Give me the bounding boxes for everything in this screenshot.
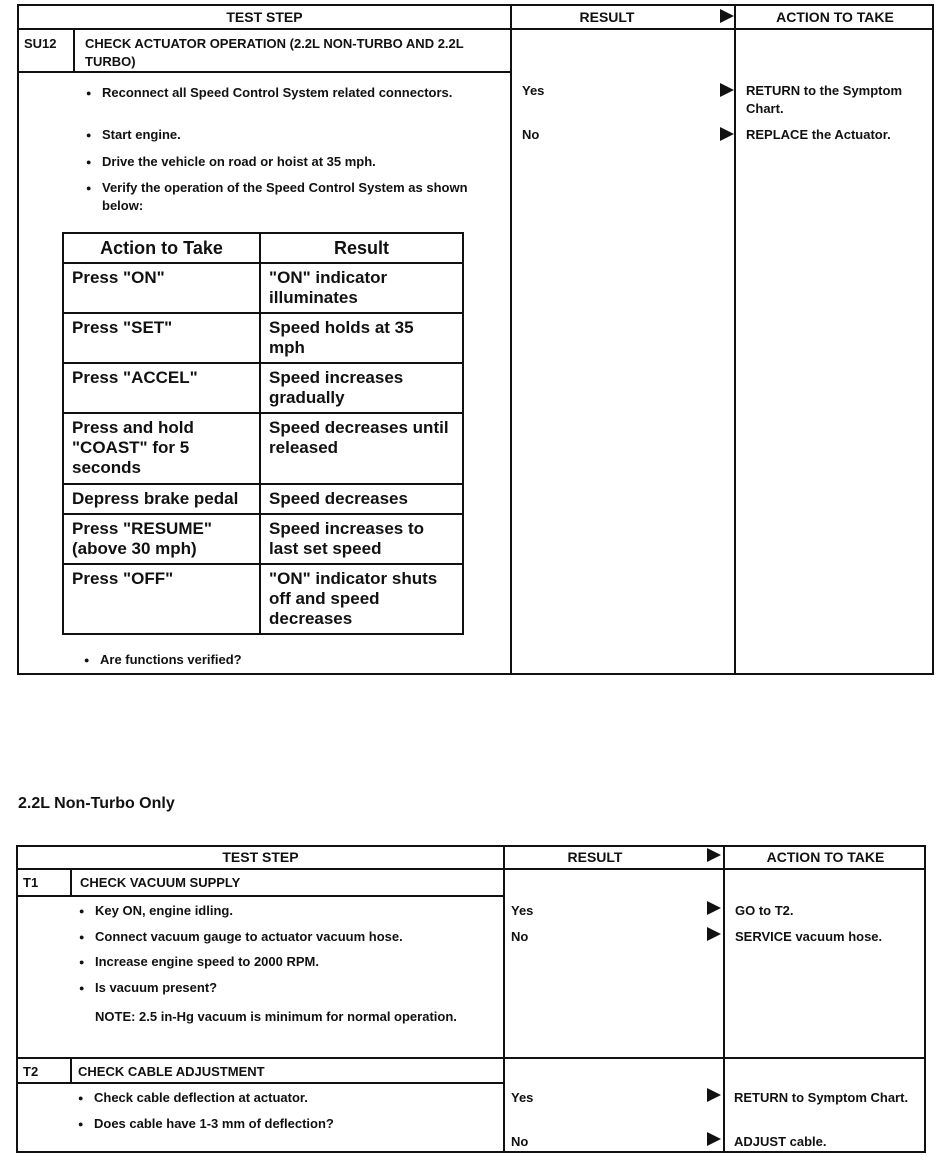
- list-item: ● Check cable deflection at actuator.: [94, 1089, 484, 1107]
- step-title: CHECK CABLE ADJUSTMENT: [78, 1064, 265, 1079]
- action-text: RETURN to Symptom Chart.: [734, 1090, 909, 1105]
- arrow-icon: [720, 127, 734, 141]
- table-row: [63, 413, 463, 484]
- action-text: RETURN to the Symptom Chart.: [746, 83, 902, 116]
- result-no: No: [511, 1134, 529, 1149]
- list-item: ● Does cable have 1-3 mm of deflection?: [94, 1115, 484, 1133]
- divider: [17, 71, 512, 73]
- divider: [70, 1057, 72, 1083]
- row-action: Depress brake pedal: [63, 484, 260, 514]
- col-action-to-take: Action to Take: [63, 233, 260, 263]
- divider: [723, 845, 725, 1153]
- step-id: SU12: [24, 36, 57, 51]
- action-text: SERVICE vacuum hose.: [735, 929, 883, 944]
- divider: [73, 28, 75, 72]
- action-text: GO to T2.: [735, 903, 794, 918]
- col-result: Result: [260, 233, 463, 263]
- divider: [16, 1057, 926, 1059]
- action-text: ADJUST cable.: [734, 1134, 827, 1149]
- row-result: "ON" indicator illuminates: [260, 263, 463, 313]
- arrow-icon: [707, 1088, 721, 1102]
- arrow-icon: [707, 901, 721, 915]
- divider: [734, 4, 736, 675]
- row-result: Speed increases to last set speed: [260, 514, 463, 564]
- list-item: ● Is vacuum present?: [95, 979, 485, 997]
- action-text: REPLACE the Actuator.: [746, 127, 891, 142]
- row-result: Speed increases gradually: [260, 363, 463, 413]
- divider: [510, 4, 512, 675]
- step-title: CHECK VACUUM SUPPLY: [80, 875, 241, 890]
- section-title: 2.2L Non-Turbo Only: [18, 795, 175, 812]
- header-result: RESULT: [579, 9, 635, 25]
- header-action: ACTION TO TAKE: [776, 9, 894, 25]
- table-row: [63, 484, 463, 514]
- header-result: RESULT: [567, 849, 623, 865]
- row-result: Speed decreases: [260, 484, 463, 514]
- table-row: [63, 514, 463, 564]
- row-action: Press "ON": [63, 263, 260, 313]
- arrow-icon: [707, 1132, 721, 1146]
- header-test-step: TEST STEP: [222, 849, 299, 865]
- verification-table: [62, 232, 464, 635]
- list-item: ● Key ON, engine idling.: [95, 902, 485, 920]
- row-action: Press "OFF": [63, 564, 260, 634]
- list-item: ● Drive the vehicle on road or hoist at 35 mph.: [102, 153, 482, 171]
- header-action: ACTION TO TAKE: [766, 849, 885, 865]
- step-id: T2: [23, 1064, 39, 1079]
- arrow-icon: [720, 9, 734, 23]
- table-row: [63, 363, 463, 413]
- row-action: Press "RESUME" (above 30 mph): [63, 514, 260, 564]
- row-result: Speed holds at 35 mph: [260, 313, 463, 363]
- divider: [70, 868, 72, 896]
- divider: [16, 1082, 505, 1084]
- note: NOTE: 2.5 in-Hg vacuum is minimum for normal operation.: [95, 1009, 457, 1024]
- row-result: Speed decreases until released: [260, 413, 463, 484]
- row-action: Press and hold "COAST" for 5 seconds: [63, 413, 260, 484]
- result-yes: Yes: [522, 83, 545, 98]
- row-result: "ON" indicator shuts off and speed decreases: [260, 564, 463, 634]
- divider: [17, 28, 934, 30]
- arrow-icon: [707, 927, 721, 941]
- list-item: ● Reconnect all Speed Control System related connectors.: [102, 84, 462, 102]
- result-no: No: [511, 929, 529, 944]
- divider: [16, 895, 505, 897]
- divider: [16, 868, 926, 870]
- result-yes: Yes: [511, 1090, 534, 1105]
- arrow-icon: [720, 83, 734, 97]
- table-row: [63, 263, 463, 313]
- arrow-icon: [707, 848, 721, 862]
- result-no: No: [522, 127, 540, 142]
- row-action: Press "ACCEL": [63, 363, 260, 413]
- result-yes: Yes: [511, 903, 534, 918]
- list-item: ● Connect vacuum gauge to actuator vacuum hose.: [95, 928, 495, 946]
- list-item: ● Increase engine speed to 2000 RPM.: [95, 953, 485, 971]
- table-row: [63, 564, 463, 634]
- divider: [503, 845, 505, 1153]
- step-title: CHECK ACTUATOR OPERATION (2.2L NON-TURBO AND 2.2L TURBO): [85, 36, 464, 69]
- list-item: ● Verify the operation of the Speed Control System as shown below:: [102, 179, 492, 215]
- row-action: Press "SET": [63, 313, 260, 363]
- table-row: [63, 313, 463, 363]
- list-item: ● Are functions verified?: [100, 651, 460, 669]
- list-item: ● Start engine.: [102, 126, 462, 144]
- header-test-step: TEST STEP: [226, 9, 303, 25]
- step-id: T1: [23, 875, 39, 890]
